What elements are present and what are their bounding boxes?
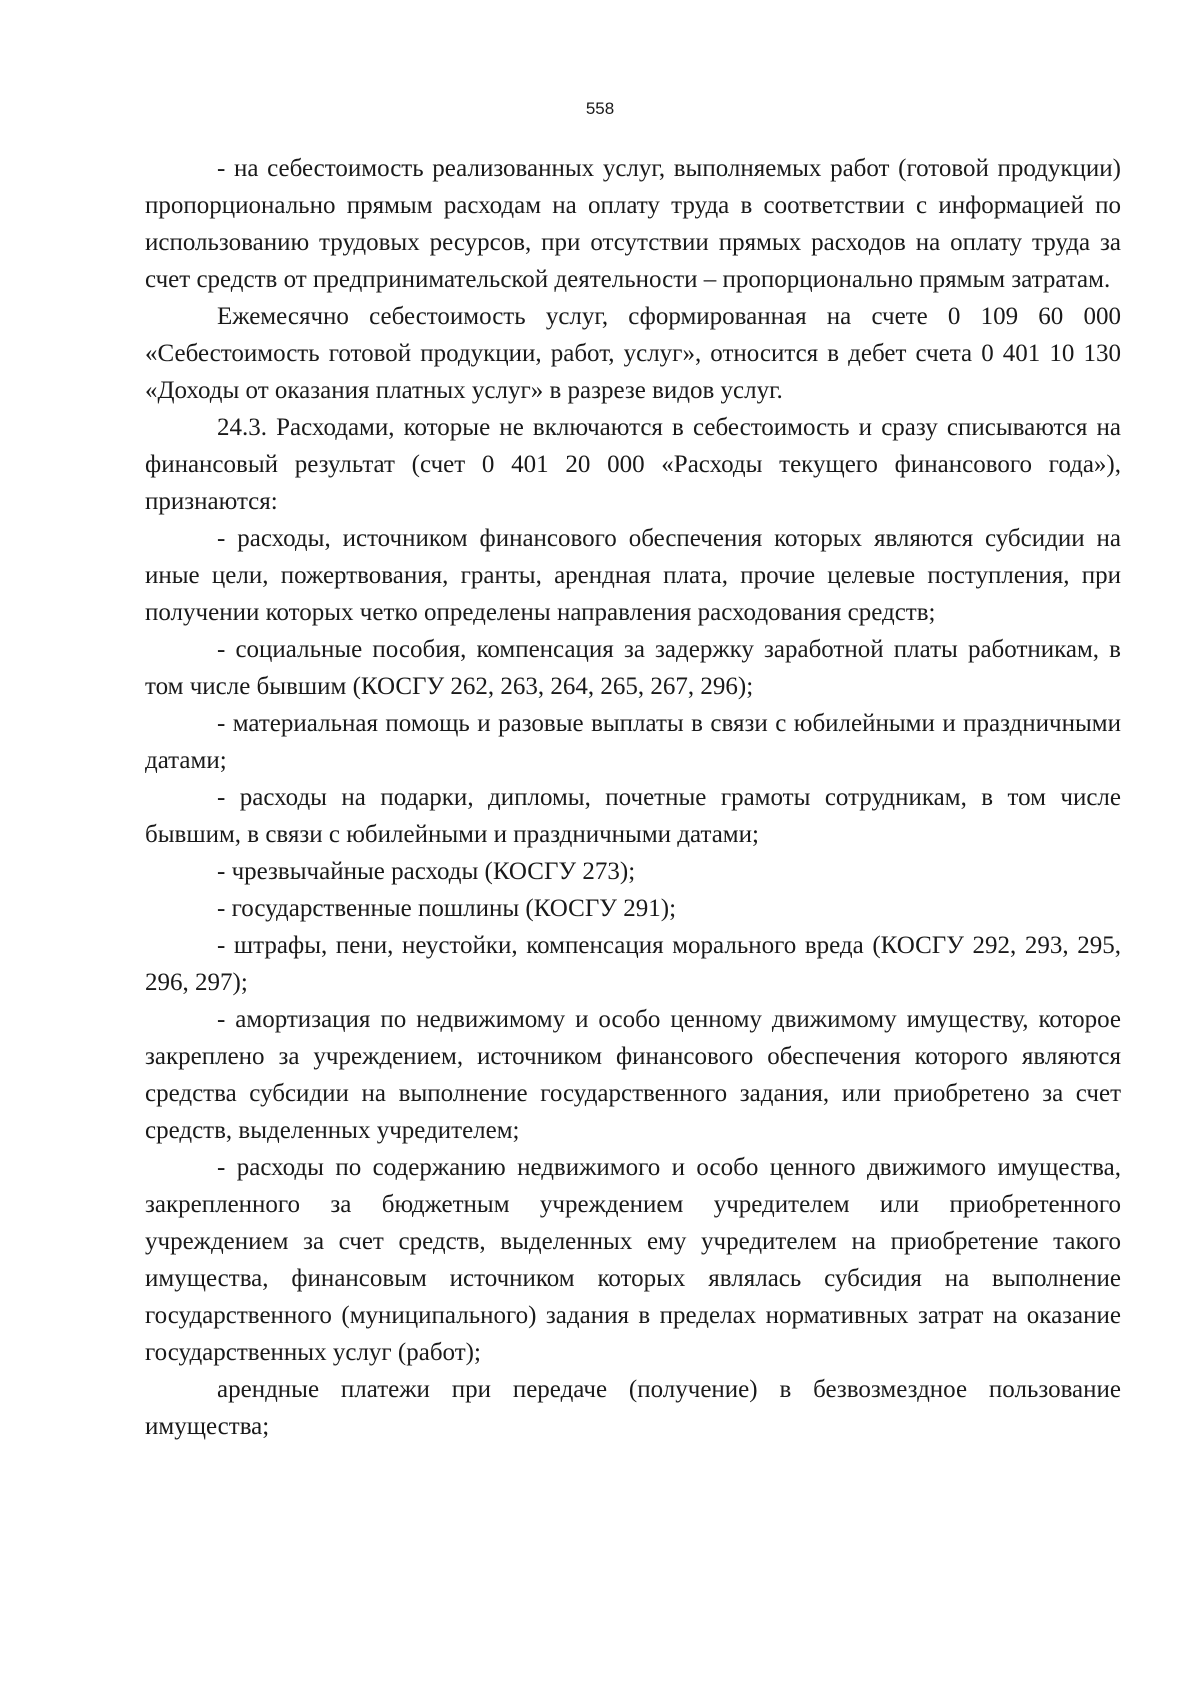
list-item-material-aid: - материальная помощь и разовые выплаты в связи с юбилейными и праздничными датами;: [145, 710, 1121, 774]
list-item-rent-payments: арендные платежи при передаче (получение) в безвозмездное пользование имущества;: [145, 1376, 1121, 1440]
list-item-social-benefits: - социальные пособия, компенсация за задержку заработной платы работникам, в том числе бывшим (КОСГУ 262, 263, 264, 265, 267, 296);: [145, 636, 1121, 700]
list-item-depreciation: - амортизация по недвижимому и особо ценному движимому имуществу, которое закреплено за учреждением, источником финансового обеспечения которого являются средства субсидии на выполнение государственного задания, или приобретено за счет средств, выделенных учредителем;: [145, 1006, 1121, 1144]
list-item-fines: - штрафы, пени, неустойки, компенсация морального вреда (КОСГУ 292, 293, 295, 296, 297);: [145, 932, 1121, 996]
paragraph-cost-allocation: - на себестоимость реализованных услуг, выполняемых работ (готовой продукции) пропорционально прямым расходам на оплату труда в соответствии с информацией по использованию трудовых ресурсов, при отсутствии прямых расходов на оплату труда за счет средств от предпринимательской деятельности – пропорционально прямым затратам.: [145, 155, 1121, 293]
list-item-subsidies: - расходы, источником финансового обеспечения которых являются субсидии на иные цели, пожертвования, гранты, арендная плата, прочие целевые поступления, при получении которых четко определены направления расходования средств;: [145, 525, 1121, 626]
body-text: [145, 150, 1121, 1445]
paragraph-section-24-3: 24.3. Расходами, которые не включаются в себестоимость и сразу списываются на финансовый результат (счет 0 401 20 000 «Расходы текущего финансового года»), признаются:: [145, 414, 1121, 515]
page-number: 558: [585, 99, 615, 118]
list-item-gifts: - расходы на подарки, дипломы, почетные грамоты сотрудникам, в том числе бывшим, в связи с юбилейными и праздничными датами;: [145, 784, 1121, 848]
list-item-emergency-expenses: - чрезвычайные расходы (КОСГУ 273);: [217, 858, 636, 885]
list-item-maintenance: - расходы по содержанию недвижимого и особо ценного движимого имущества, закрепленного за бюджетным учреждением учредителем или приобретенного учреждением за счет средств, выделенных ему учредителем на приобретение такого имущества, финансовым источником которых являлась субсидия на выполнение государственного (муниципального) задания в пределах нормативных затрат на оказание государственных услуг (работ);: [145, 1154, 1121, 1366]
paragraph-monthly-cost: Ежемесячно себестоимость услуг, сформированная на счете 0 109 60 000 «Себестоимость готовой продукции, работ, услуг», относится в дебет счета 0 401 10 130 «Доходы от оказания платных услуг» в разрезе видов услуг.: [145, 303, 1121, 404]
list-item-state-duties: - государственные пошлины (КОСГУ 291);: [217, 895, 677, 922]
